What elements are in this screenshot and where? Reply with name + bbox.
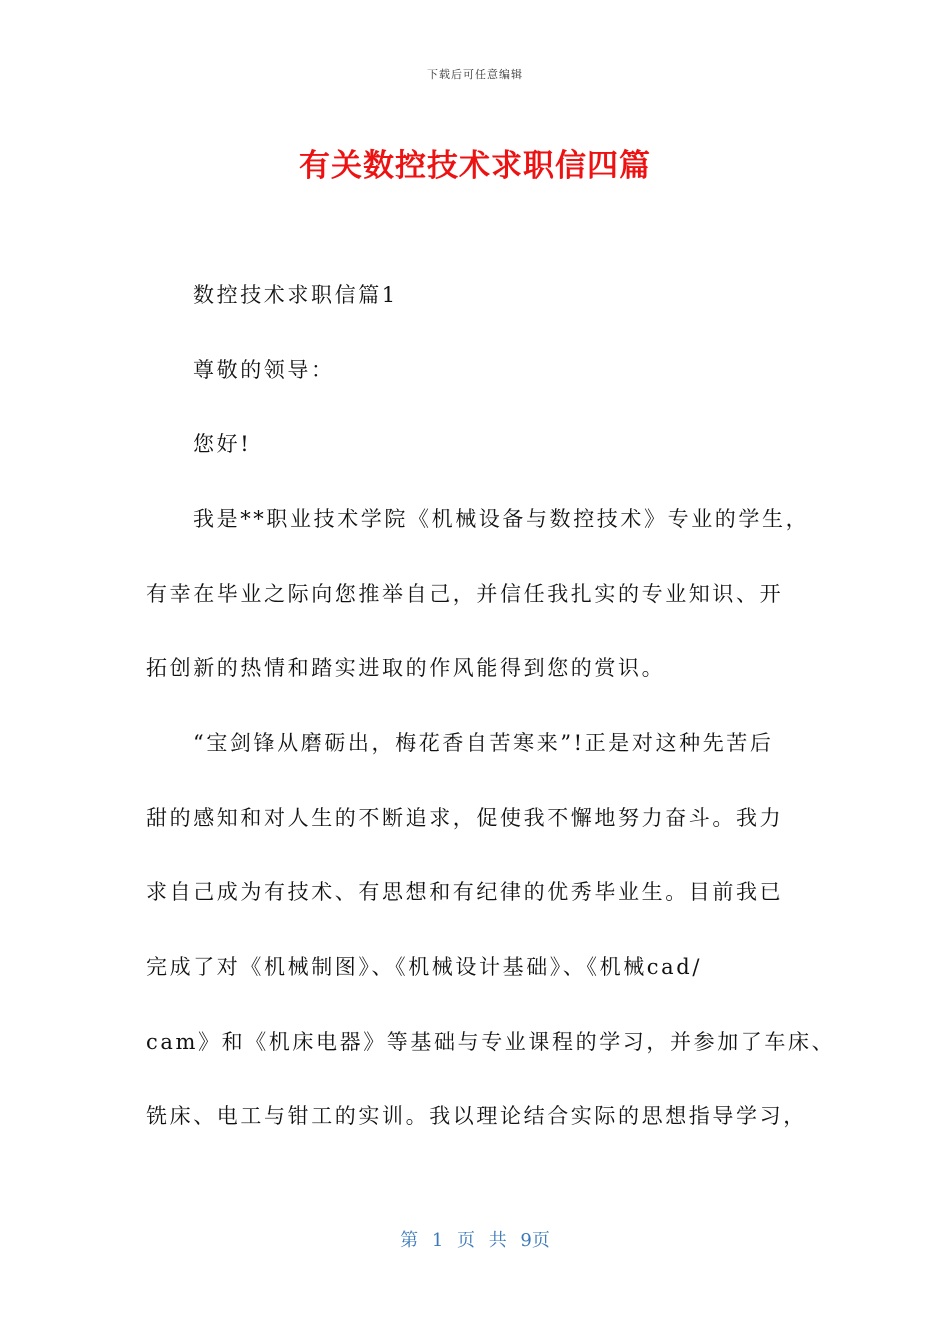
- body-line: 甜的感知和对人生的不断追求，促使我不懈地努力奋斗。我力: [146, 806, 784, 830]
- body-line: 铣床、电工与钳工的实训。我以理论结合实际的思想指导学习，: [146, 1104, 807, 1128]
- body-line: cam》和《机床电器》等基础与专业课程的学习，并参加了车床、: [146, 1030, 836, 1054]
- body-line: 我是**职业技术学院《机械设备与数控技术》专业的学生，: [193, 507, 810, 531]
- body-line: 有幸在毕业之际向您推举自己，并信任我扎实的专业知识、开: [146, 582, 784, 606]
- header-note: 下载后可任意编辑: [427, 68, 523, 81]
- body-line: 拓创新的热情和踏实进取的作风能得到您的赏识。: [146, 656, 666, 680]
- body-line: 完成了对《机械制图》、《机械设计基础》、《机械cad/: [146, 955, 702, 979]
- body-line: 您好!: [193, 432, 252, 456]
- body-line: “宝剑锋从磨砺出，梅花香自苦寒来”!正是对这种先苦后: [193, 731, 774, 755]
- document-title: 有关数控技术求职信四篇: [299, 148, 651, 184]
- body-line: 尊敬的领导：: [193, 358, 335, 382]
- page-number: 第 1 页 共 9页: [400, 1230, 550, 1251]
- body-line: 求自己成为有技术、有思想和有纪律的优秀毕业生。目前我已: [146, 880, 784, 904]
- body-line: 数控技术求职信篇1: [193, 283, 398, 307]
